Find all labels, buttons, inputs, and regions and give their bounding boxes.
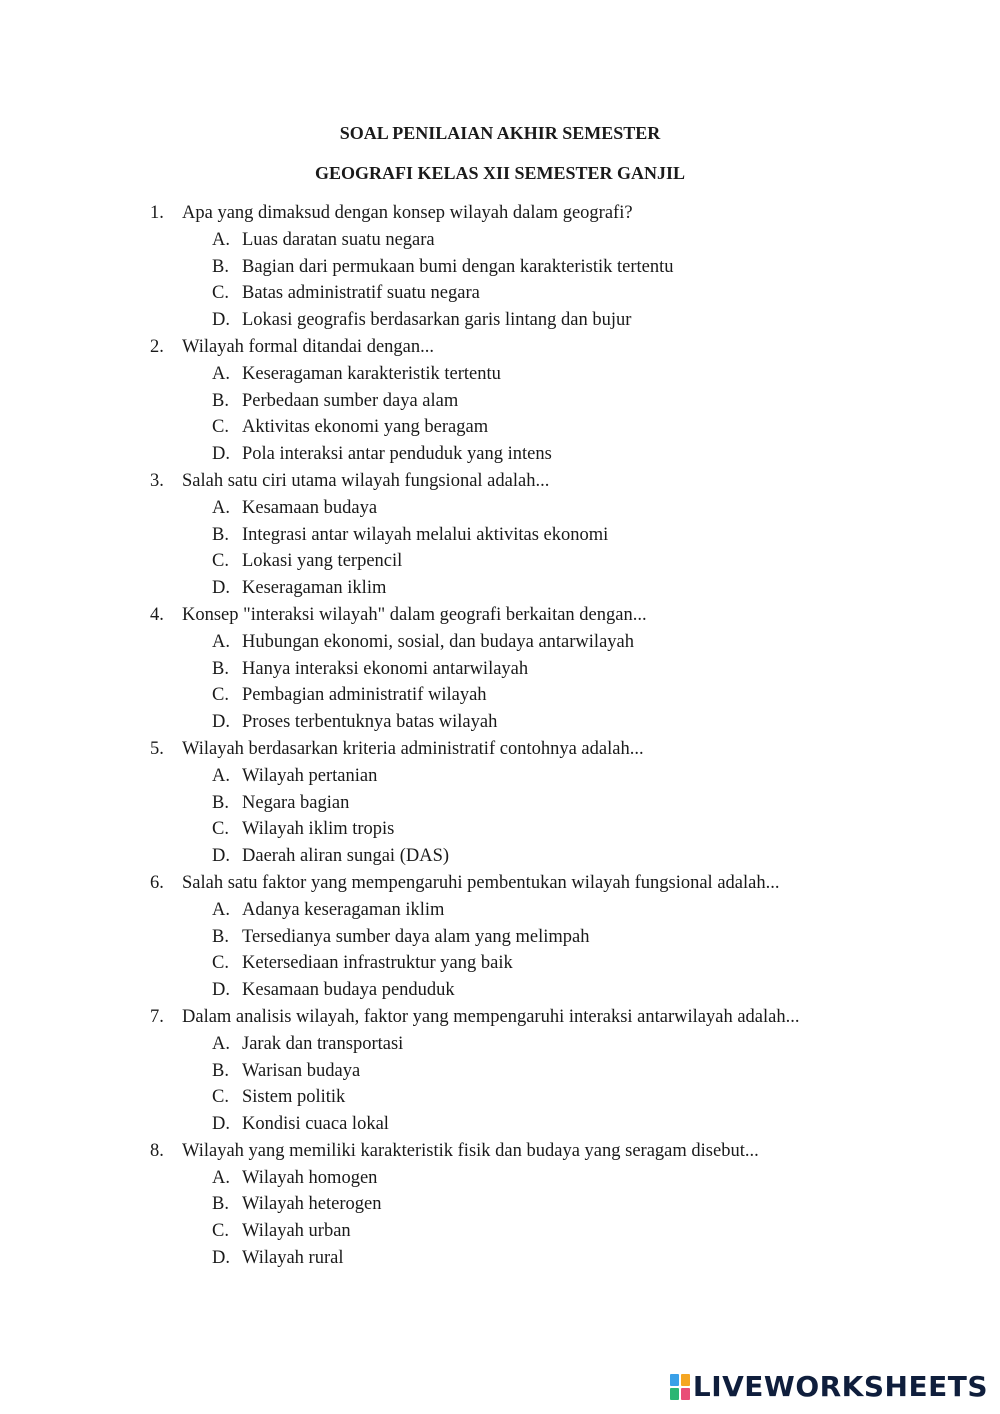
answer-option[interactable] [0, 361, 1000, 388]
answer-option[interactable] [0, 656, 1000, 683]
option-text: Batas administratif suatu negara [242, 283, 480, 304]
option-text: Adanya keseragaman iklim [242, 899, 445, 920]
answer-option[interactable] [0, 575, 1000, 602]
answer-option[interactable] [0, 977, 1000, 1004]
option-letter: B. [212, 256, 229, 277]
option-letter: D. [212, 980, 230, 1001]
option-text: Perbedaan sumber daya alam [242, 390, 459, 411]
option-letter: A. [212, 363, 230, 384]
option-letter: B. [212, 792, 229, 813]
option-letter: D. [212, 712, 230, 733]
option-text: Negara bagian [242, 792, 350, 813]
answer-option[interactable] [0, 548, 1000, 575]
option-text: Daerah aliran sungai (DAS) [242, 846, 450, 867]
liveworksheets-brand-text: LIVEWORKSHEETS [692, 1370, 988, 1403]
question-text: Apa yang dimaksud dengan konsep wilayah dalam geografi? [182, 203, 633, 223]
answer-option[interactable] [0, 254, 1000, 281]
option-letter: A. [212, 1033, 230, 1054]
option-text: Wilayah homogen [242, 1167, 378, 1188]
option-letter: A. [212, 1167, 230, 1188]
option-letter: D. [212, 310, 230, 331]
answer-option[interactable] [0, 1165, 1000, 1192]
question-item [0, 736, 1000, 763]
liveworksheets-logo[interactable] [670, 1370, 988, 1404]
question-item [0, 1004, 1000, 1031]
option-text: Kesamaan budaya [242, 497, 378, 518]
option-letter: C. [212, 1087, 229, 1108]
option-text: Ketersediaan infrastruktur yang baik [242, 953, 513, 974]
logo-square-1 [670, 1374, 679, 1386]
option-letter: C. [212, 953, 229, 974]
option-text: Wilayah urban [242, 1221, 351, 1242]
question-item [0, 200, 1000, 227]
answer-option[interactable] [0, 897, 1000, 924]
option-letter: C. [212, 1221, 229, 1242]
answer-option[interactable] [0, 763, 1000, 790]
option-letter: D. [212, 846, 230, 867]
question-text: Salah satu ciri utama wilayah fungsional adalah... [182, 470, 550, 491]
question-item [0, 468, 1000, 495]
option-text: Lokasi geografis berdasarkan garis lintang dan bujur [242, 310, 632, 331]
question-list [0, 200, 1000, 1272]
page-title: SOAL PENILAIAN AKHIR SEMESTER [339, 123, 661, 143]
option-text: Sistem politik [242, 1087, 346, 1108]
liveworksheets-logo-icon [670, 1374, 690, 1400]
answer-option[interactable] [0, 682, 1000, 709]
answer-option[interactable] [0, 522, 1000, 549]
option-letter: A. [212, 765, 230, 786]
logo-square-2 [681, 1374, 690, 1386]
option-letter: A. [212, 631, 230, 652]
option-letter: D. [212, 1114, 230, 1135]
option-letter: B. [212, 1060, 229, 1081]
option-text: Proses terbentuknya batas wilayah [242, 712, 498, 733]
answer-option[interactable] [0, 816, 1000, 843]
answer-option[interactable] [0, 1191, 1000, 1218]
option-letter: C. [212, 283, 229, 304]
question-text: Wilayah yang memiliki karakteristik fisik dan budaya yang seragam disebut... [182, 1140, 759, 1161]
option-text: Wilayah rural [242, 1248, 344, 1269]
option-text: Tersedianya sumber daya alam yang melimpah [242, 926, 590, 947]
option-letter: A. [212, 497, 230, 518]
answer-option[interactable] [0, 1084, 1000, 1111]
option-text: Pembagian administratif wilayah [242, 685, 487, 706]
answer-option[interactable] [0, 924, 1000, 951]
question-number: 7. [150, 1006, 164, 1027]
option-text: Lokasi yang terpencil [242, 551, 403, 572]
question-number: 1. [150, 203, 164, 223]
logo-square-3 [670, 1388, 679, 1400]
answer-option[interactable] [0, 441, 1000, 468]
option-letter: B. [212, 1194, 229, 1215]
option-letter: A. [212, 229, 230, 250]
question-number: 8. [150, 1140, 164, 1161]
option-text: Hanya interaksi ekonomi antarwilayah [242, 658, 529, 679]
question-number: 3. [150, 470, 164, 491]
answer-option[interactable] [0, 495, 1000, 522]
page-subtitle: GEOGRAFI KELAS XII SEMESTER GANJIL [314, 163, 686, 183]
option-letter: C. [212, 819, 229, 840]
answer-option[interactable] [0, 227, 1000, 254]
option-text: Integrasi antar wilayah melalui aktivitas ekonomi [242, 524, 609, 545]
answer-option[interactable] [0, 629, 1000, 656]
question-text: Wilayah formal ditandai dengan... [182, 336, 434, 357]
option-text: Luas daratan suatu negara [242, 229, 435, 250]
question-text: Salah satu faktor yang mempengaruhi pembentukan wilayah fungsional adalah... [182, 872, 780, 893]
option-text: Wilayah pertanian [242, 765, 378, 786]
question-item [0, 870, 1000, 897]
answer-option[interactable] [0, 709, 1000, 736]
option-text: Hubungan ekonomi, sosial, dan budaya antarwilayah [242, 631, 634, 652]
option-text: Aktivitas ekonomi yang beragam [242, 417, 489, 438]
question-item [0, 334, 1000, 361]
question-text: Dalam analisis wilayah, faktor yang mempengaruhi interaksi antarwilayah adalah... [182, 1006, 800, 1027]
question-number: 5. [150, 738, 164, 759]
question-number: 2. [150, 336, 164, 357]
answer-option[interactable] [0, 307, 1000, 334]
option-text: Bagian dari permukaan bumi dengan karakteristik tertentu [242, 256, 674, 277]
option-letter: B. [212, 524, 229, 545]
logo-square-4 [681, 1388, 690, 1400]
question-number: 4. [150, 604, 164, 625]
question-number: 6. [150, 872, 164, 893]
option-letter: D. [212, 578, 230, 599]
option-letter: C. [212, 685, 229, 706]
option-text: Wilayah iklim tropis [242, 819, 395, 840]
option-letter: B. [212, 390, 229, 411]
option-letter: D. [212, 1248, 230, 1269]
option-text: Wilayah heterogen [242, 1194, 382, 1215]
option-text: Keseragaman iklim [242, 578, 387, 599]
answer-option[interactable] [0, 1245, 1000, 1272]
option-text: Pola interaksi antar penduduk yang intens [242, 444, 552, 465]
answer-option[interactable] [0, 790, 1000, 817]
option-letter: D. [212, 444, 230, 465]
answer-option[interactable] [0, 388, 1000, 415]
answer-option[interactable] [0, 1218, 1000, 1245]
question-text: Wilayah berdasarkan kriteria administratif contohnya adalah... [182, 738, 644, 759]
answer-option[interactable] [0, 1031, 1000, 1058]
question-item [0, 1138, 1000, 1165]
answer-option[interactable] [0, 950, 1000, 977]
answer-option[interactable] [0, 280, 1000, 307]
answer-option[interactable] [0, 414, 1000, 441]
option-letter: A. [212, 899, 230, 920]
option-text: Kesamaan budaya penduduk [242, 980, 455, 1001]
question-item [0, 602, 1000, 629]
answer-option[interactable] [0, 1111, 1000, 1138]
option-text: Jarak dan transportasi [242, 1033, 404, 1054]
option-text: Keseragaman karakteristik tertentu [242, 363, 501, 384]
option-text: Warisan budaya [242, 1060, 361, 1081]
option-letter: B. [212, 926, 229, 947]
answer-option[interactable] [0, 1058, 1000, 1085]
question-text: Konsep "interaksi wilayah" dalam geografi berkaitan dengan... [182, 604, 647, 625]
option-letter: C. [212, 551, 229, 572]
option-text: Kondisi cuaca lokal [242, 1114, 389, 1135]
option-letter: C. [212, 417, 229, 438]
option-letter: B. [212, 658, 229, 679]
answer-option[interactable] [0, 843, 1000, 870]
